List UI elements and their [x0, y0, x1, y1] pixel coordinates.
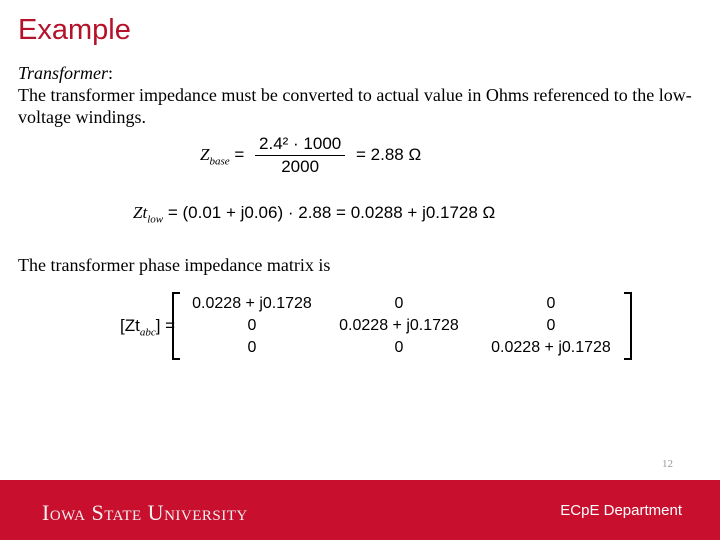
matrix-lhs-sub: abc	[139, 326, 156, 339]
subtitle-colon: :	[108, 63, 114, 83]
matrix-lhs-close: ] =	[155, 316, 176, 335]
zbase-fraction	[255, 134, 345, 177]
department-label: ECpE Department	[560, 502, 682, 519]
page-number: 12	[662, 458, 673, 470]
matrix-cell: 0	[247, 339, 257, 356]
impedance-matrix	[172, 292, 632, 360]
subtitle: Transformer	[18, 63, 109, 83]
matrix-intro: The transformer phase impedance matrix is	[18, 255, 331, 275]
matrix-cell: 0	[546, 295, 556, 312]
matrix-lhs-open: [Zt	[120, 316, 140, 335]
zt-rhs: = (0.01 + j0.06) · 2.88 = 0.0288 + j0.1728 Ω	[167, 203, 496, 222]
zt-sub: low	[147, 213, 164, 226]
matrix-cell: 0.0228 + j0.1728	[491, 339, 611, 356]
matrix-cell: 0	[247, 317, 257, 334]
zbase-denominator: 2000	[281, 157, 320, 176]
matrix-cell: 0	[394, 339, 404, 356]
zbase-sub: base	[209, 155, 230, 168]
zt-equation	[133, 203, 495, 225]
intro-paragraph: The transformer impedance must be converted to actual value in Ohms referenced to the low-voltage windings.	[18, 85, 692, 127]
zbase-equation: $Z_{base}$ = $\frac{\text{2.4² · 1000}}{2000}$ = 2.88 Ω	[200, 134, 422, 176]
slide-title: Example	[18, 14, 131, 46]
footer-bar	[0, 480, 720, 540]
matrix-cell: 0.0228 + j0.1728	[339, 317, 459, 334]
logo-text: Iowa State University	[42, 500, 248, 525]
matrix-cell: 0	[394, 295, 404, 312]
matrix-cell: 0	[546, 317, 556, 334]
zbase-rhs: = 2.88 Ω	[355, 144, 422, 164]
zbase-numerator: 2.4² · 1000	[255, 134, 345, 156]
matrix-lhs	[120, 316, 175, 338]
zt-lhs: Zt	[133, 203, 148, 222]
university-logo	[42, 500, 248, 526]
zbase-lhs: Z	[200, 144, 210, 164]
subtitle-line	[18, 62, 708, 84]
matrix-cell: 0.0228 + j0.1728	[192, 295, 312, 312]
